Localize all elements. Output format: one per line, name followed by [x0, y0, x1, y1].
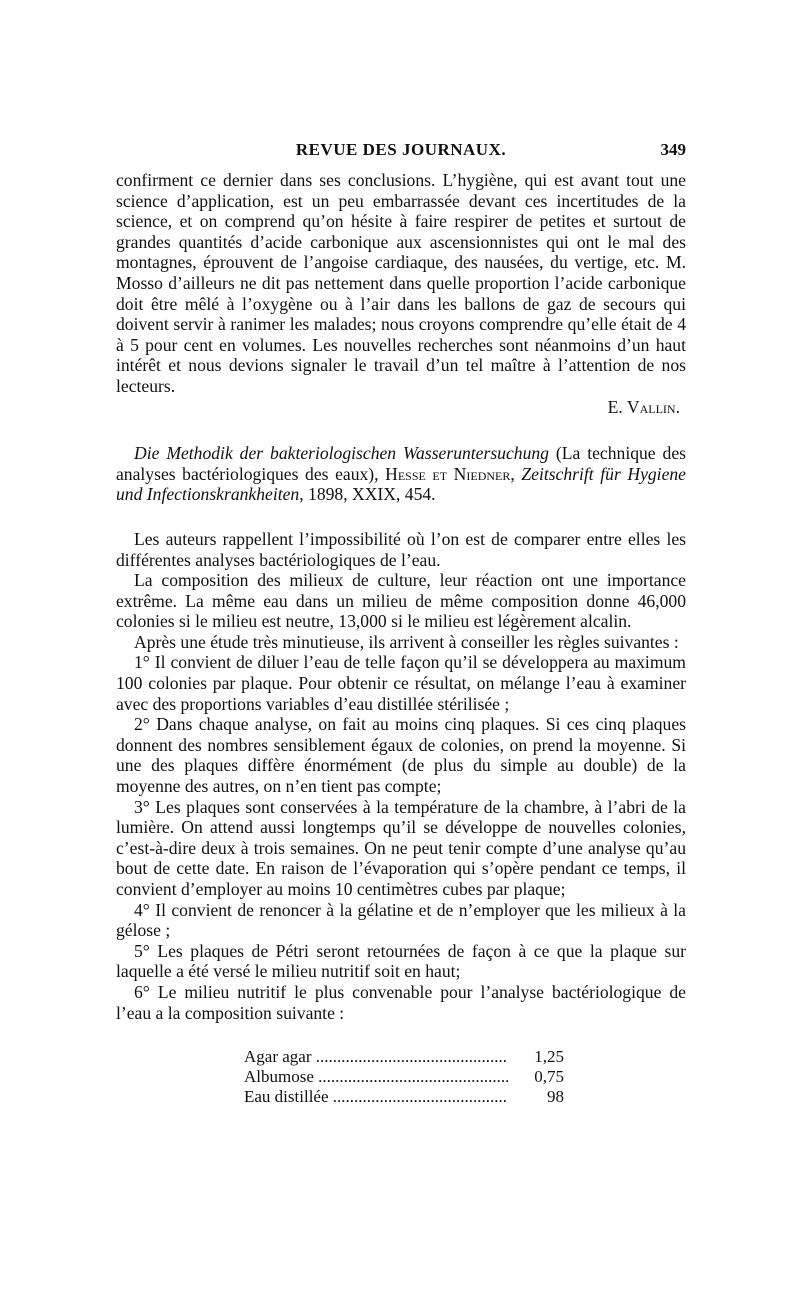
page-number: 349 [660, 140, 686, 159]
ingredient-name: Albumose ..... [244, 1067, 508, 1087]
recipe-table [244, 1047, 564, 1107]
ingredient-value: 0,75 [508, 1067, 564, 1087]
review-title: Die Methodik der bakteriologischen Wasseruntersuchung [134, 443, 549, 464]
journal-page [116, 140, 686, 1107]
rule-item-5: 5° Les plaques de Pétri seront retournées de façon à ce que la plaque sur laquelle a été versé le milieu nutritif soit en haut; [116, 940, 686, 982]
rule-item-1: 1° Il convient de diluer l’eau de telle façon qu’il se développera au maximum 100 colonies par plaque. Pour obtenir ce résultat, on mélange l’eau à examiner avec des proportions variables d’eau distillée stérilisée ; [116, 652, 686, 714]
review-paragraph: Les auteurs rappellent l’impossibilité où l’on est de comparer entre elles les différentes analyses bactériologiques de l’eau. [116, 528, 686, 570]
rule-item-2: 2° Dans chaque analyse, on fait au moins cinq plaques. Si ces cinq plaques donnent des nombres sensiblement égaux de colonies, on prend la moyenne. Si une des plaques diffère énormément (de plus du simple au double) de la moyenne des autres, on n’en tient pas compte; [116, 714, 686, 797]
review-title-translation: (La technique des analyses bactériologiques des eaux), [116, 443, 686, 484]
recipe-row [244, 1047, 564, 1067]
recipe-row [244, 1067, 564, 1087]
previous-article-text: confirment ce dernier dans ses conclusions. L’hygiène, qui est avant tout une science d’application, est un peu embarrassée devant ces incertitudes de la science, et on comprend qu’on hésite à faire respirer de petites et surtout de grandes quantités d’acide carbonique aux ascensionnistes qui ont le mal des montagnes, éprouvent de l’angoise cardiaque, des nausées, du vertige, etc. M. Mosso d’ailleurs ne dit pas nettement dans quelle proportion l’acide carbonique doit être mêlé à l’oxygène ou à l’air dans les ballons de gaz de secours qui doivent servir à ranimer les malades; nous croyons comprendre qu’elle était de 4 à 5 pour cent en volumes. Les nouvelles recherches sont néanmoins d’un haut intérêt et nous devions signaler le travail d’un tel maître à l’attention de nos lecteurs. [116, 170, 686, 396]
rule-item-3: 3° Les plaques sont conservées à la température de la chambre, à l’abri de la lumière. On attend aussi longtemps qu’il se développe de nouvelles colonies, c’est-à-dire deux à trois semaines. On ne peut tenir compte d’une analyse qu’au bout de cette date. En raison de l’évaporation qui s’opère pendant ce temps, il convient d’employer au moins 10 centimètres cubes par plaque; [116, 796, 686, 899]
citation-details: , 1898, XXIX, 454. [299, 484, 436, 505]
ingredient-value: 98 [508, 1087, 564, 1107]
journal-name: Zeitschrift für Hygiene und Infectionskrankheiten [116, 463, 686, 505]
review-authors: Hesse et Niedner [385, 463, 511, 484]
running-title: REVUE DES JOURNAUX. [295, 140, 507, 159]
rule-item-4: 4° Il convient de renoncer à la gélatine et de n’employer que les milieux à la gélose ; [116, 899, 686, 941]
review-paragraph: La composition des milieux de culture, leur réaction ont une importance extrême. La même eau dans un milieu de même composition donne 46,000 colonies si le milieu est neutre, 13,000 si le milieu est légèrement alcalin. [116, 570, 686, 632]
ingredient-name: Eau distillée ..... [244, 1087, 508, 1107]
running-header [116, 140, 686, 170]
rule-item-6: 6° Le milieu nutritif le plus convenable pour l’analyse bactériologique de l’eau a la composition suivante : [116, 981, 686, 1023]
review-citation [116, 443, 686, 505]
author-signature: E. Vallin. [607, 396, 680, 417]
ingredient-name: Agar agar ..... [244, 1047, 508, 1067]
review-paragraph: Après une étude très minutieuse, ils arrivent à conseiller les règles suivantes : [134, 631, 679, 652]
citation-separator: , [510, 463, 522, 484]
ingredient-value: 1,25 [508, 1047, 564, 1067]
recipe-row [244, 1087, 564, 1107]
